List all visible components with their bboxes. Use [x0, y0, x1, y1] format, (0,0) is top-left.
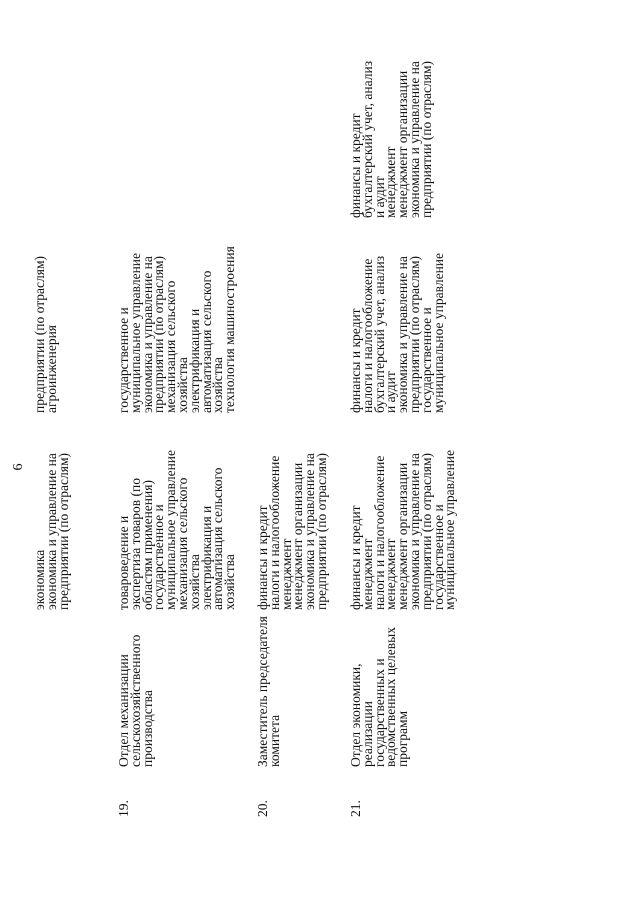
- department-cell: Отдел механизации сельскохозяйственного производства: [116, 634, 155, 767]
- specialty-cell: государственное и муниципальное управление экономика и управление на предприятии (по отраслям) механизация сельского хозяйства электрификация и автоматизация сельского хозяйства технология машиностроения: [116, 246, 238, 413]
- row-number: 20.: [255, 800, 270, 817]
- specialty-cell: финансы и кредит налоги и налогообложение бухгалтерский учет, анализ и аудит экономика и управление на предприятии (по отраслям) государственное и муниципальное управление: [348, 252, 446, 413]
- specialty-cell: финансы и кредит налоги и налогообложение менеджмент менеджмент организации экономика и управление на предприятии (по отраслям): [255, 453, 329, 610]
- department-cell: Отдел экономики, реализации государственных и ведомственных целевых программ: [348, 627, 411, 767]
- specialty-cell: предприятии (по отраслям) агроинженерия: [32, 256, 59, 413]
- specialty-cell: товароведение и экспертиза товаров (по областям применения) государственное и муниципальное управление механизация сельского хозяйства электрификация и автоматизация сельского хозяйства: [116, 449, 238, 610]
- page-number: 6: [11, 463, 26, 471]
- specialty-cell: финансы и кредит менеджмент налоги и налогообложение менеджмент менеджмент организации экономика и управление на предприятии (по отраслям) государственное и муниципальное управление: [348, 449, 458, 610]
- specialty-cell: финансы и кредит бухгалтерский учет, анализ и аудит менеджмент менеджмент организации экономика и управление на предприятии (по отраслям): [348, 60, 434, 218]
- row-number: 19.: [116, 800, 131, 817]
- row-number: 21.: [348, 800, 363, 817]
- department-cell: Заместитель председателя комитета: [255, 616, 282, 767]
- specialty-cell: экономика экономика и управление на предприятии (по отраслям): [32, 453, 71, 610]
